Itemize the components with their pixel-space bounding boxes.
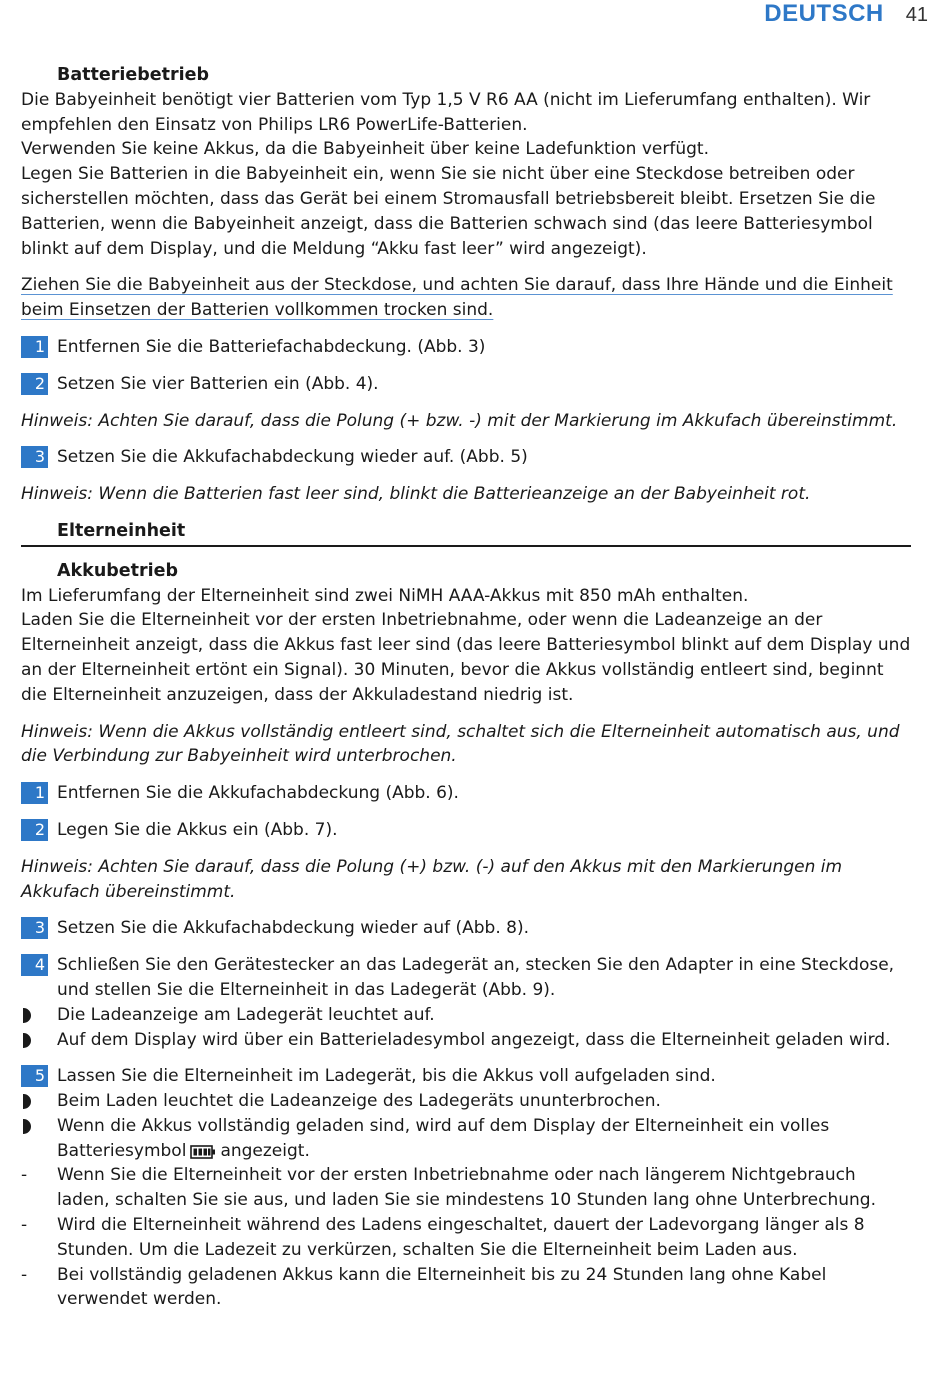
dash-text: Wird die Elterneinheit während des Ladens eingeschaltet, dauert der Ladevorgang länger als 8 Stunden. Um die Ladezeit zu verkürzen, schalten Sie die Elterneinheit beim Laden aus. — [57, 1215, 865, 1260]
result-bullet — [21, 1114, 911, 1164]
bullet-text: Beim Laden leuchtet die Ladeanzeige des Ladegeräts ununterbrochen. — [57, 1091, 661, 1112]
note: Hinweis: Achten Sie darauf, dass die Polung (+) bzw. (-) auf den Akkus mit den Markierungen im Akkufach übereinstimmt. — [21, 856, 843, 902]
step-number: 3 — [21, 917, 48, 939]
dash-marker: - — [21, 1165, 28, 1186]
note: Hinweis: Wenn die Akkus vollständig entleert sind, schaltet sich die Elterneinheit automatisch aus, und die Verbindung zur Babyeinheit wird unterbrochen. — [21, 721, 900, 767]
bullet-text: Wenn die Akkus vollständig geladen sind, wird auf dem Display der Elterneinheit ein volles Batteriesymbol — [57, 1115, 830, 1161]
result-bullet — [21, 1003, 911, 1028]
language-label: DEUTSCH — [764, 0, 884, 27]
step-item — [21, 916, 911, 941]
step-text: Entfernen Sie die Akkufachabdeckung (Abb. 6). — [57, 783, 459, 804]
step-item — [21, 953, 911, 1003]
dash-item — [21, 1263, 911, 1313]
step-text: Lassen Sie die Elterneinheit im Ladegerät, bis die Akkus voll aufgeladen sind. — [57, 1066, 716, 1087]
dash-marker: - — [21, 1215, 28, 1236]
bullet-text-end: angezeigt. — [220, 1140, 310, 1161]
page-header — [764, 0, 928, 28]
step-number: 2 — [21, 373, 48, 395]
step-number: 3 — [21, 446, 48, 468]
step-text: Setzen Sie die Akkufachabdeckung wieder auf (Abb. 8). — [57, 918, 530, 939]
step-item — [21, 445, 911, 470]
bullet-icon — [23, 1094, 31, 1109]
bullet-icon — [23, 1033, 31, 1048]
warning-text: Ziehen Sie die Babyeinheit aus der Steckdose, und achten Sie darauf, dass Ihre Hände und die Einheit beim Einsetzen der Batterien vollkommen trocken sind. — [21, 275, 893, 321]
paragraph: Legen Sie Batterien in die Babyeinheit ein, wenn Sie sie nicht über eine Steckdose betreiben oder sicherstellen möchten, dass das Gerät bei einem Stromausfall betriebsbereit bleibt. Ersetzen Sie die Batterien, wenn die Babyeinheit anzeigt, dass die Batterien schwach sind (das leere Batteriesymbol blinkt auf dem Display, und die Meldung “Akku fast leer” wird angezeigt). — [21, 164, 876, 259]
step-item — [21, 818, 911, 843]
note: Hinweis: Achten Sie darauf, dass die Polung (+ bzw. -) mit der Markierung im Akkufach übereinstimmt. — [21, 410, 898, 431]
paragraph: Laden Sie die Elterneinheit vor der ersten Inbetriebnahme, oder wenn die Ladeanzeige an der Elterneinheit anzeigt, dass die Akkus fast leer sind (das leere Batteriesymbol blinkt auf dem Display und an der Elterneinheit ertönt ein Signal). 30 Minuten, bevor die Akkus vollständig entleert sind, beginnt die Elterneinheit anzuzeigen, dass der Akkuladestand niedrig ist. — [21, 610, 911, 705]
result-bullet — [21, 1028, 911, 1053]
step-text: Entfernen Sie die Batteriefachabdeckung. (Abb. 3) — [57, 336, 486, 357]
bullet-text: Auf dem Display wird über ein Batterieladesymbol angezeigt, dass die Elterneinheit geladen wird. — [57, 1029, 891, 1050]
step-item — [21, 1064, 911, 1089]
step-item — [21, 372, 911, 397]
step-text: Schließen Sie den Gerätestecker an das Ladegerät an, stecken Sie den Adapter in eine Steckdose, und stellen Sie die Elterneinheit in das Ladegerät (Abb. 9). — [57, 955, 895, 1000]
paragraph: Die Babyeinheit benötigt vier Batterien vom Typ 1,5 V R6 AA (nicht im Lieferumfang enthalten). Wir empfehlen den Einsatz von Philips LR6 PowerLife-Batterien. — [21, 89, 871, 135]
bullet-icon — [23, 1119, 31, 1134]
step-item — [21, 335, 911, 360]
bullet-icon — [23, 1008, 31, 1023]
page-number: 41 — [905, 4, 928, 26]
step-text: Legen Sie die Akkus ein (Abb. 7). — [57, 819, 338, 840]
note: Hinweis: Wenn die Batterien fast leer sind, blinkt die Batterieanzeige an der Babyeinheit rot. — [21, 484, 811, 505]
step-number: 4 — [21, 954, 48, 976]
dash-marker: - — [21, 1264, 28, 1285]
paragraph: Verwenden Sie keine Akkus, da die Babyeinheit über keine Ladefunktion verfügt. — [21, 139, 709, 160]
step-item — [21, 781, 911, 806]
dash-text: Bei vollständig geladenen Akkus kann die Elterneinheit bis zu 24 Stunden lang ohne Kabel verwendet werden. — [57, 1264, 827, 1310]
sub-heading-rechargeable: Akkubetrieb — [57, 560, 179, 581]
dash-text: Wenn Sie die Elterneinheit vor der ersten Inbetriebnahme oder nach längerem Nichtgebrauch laden, schalten Sie sie aus, und laden Sie sie mindestens 10 Stunden lang ohne Unterbrechung. — [57, 1165, 876, 1211]
step-text: Setzen Sie die Akkufachabdeckung wieder auf. (Abb. 5) — [57, 447, 528, 468]
step-number: 1 — [21, 336, 48, 358]
result-bullet — [21, 1089, 911, 1114]
step-number: 5 — [21, 1065, 48, 1087]
dash-item — [21, 1213, 911, 1263]
bullet-text: Die Ladeanzeige am Ladegerät leuchtet auf. — [57, 1004, 435, 1025]
page-content — [21, 63, 911, 1312]
paragraph: Im Lieferumfang der Elterneinheit sind zwei NiMH AAA-Akkus mit 850 mAh enthalten. — [21, 585, 749, 606]
section-heading-battery: Batteriebetrieb — [57, 65, 210, 85]
step-number: 1 — [21, 782, 48, 804]
section-heading-parent-unit: Elterneinheit — [21, 519, 911, 547]
step-number: 2 — [21, 819, 48, 841]
full-battery-icon — [190, 1145, 216, 1159]
step-text: Setzen Sie vier Batterien ein (Abb. 4). — [57, 373, 379, 394]
dash-item — [21, 1163, 911, 1213]
